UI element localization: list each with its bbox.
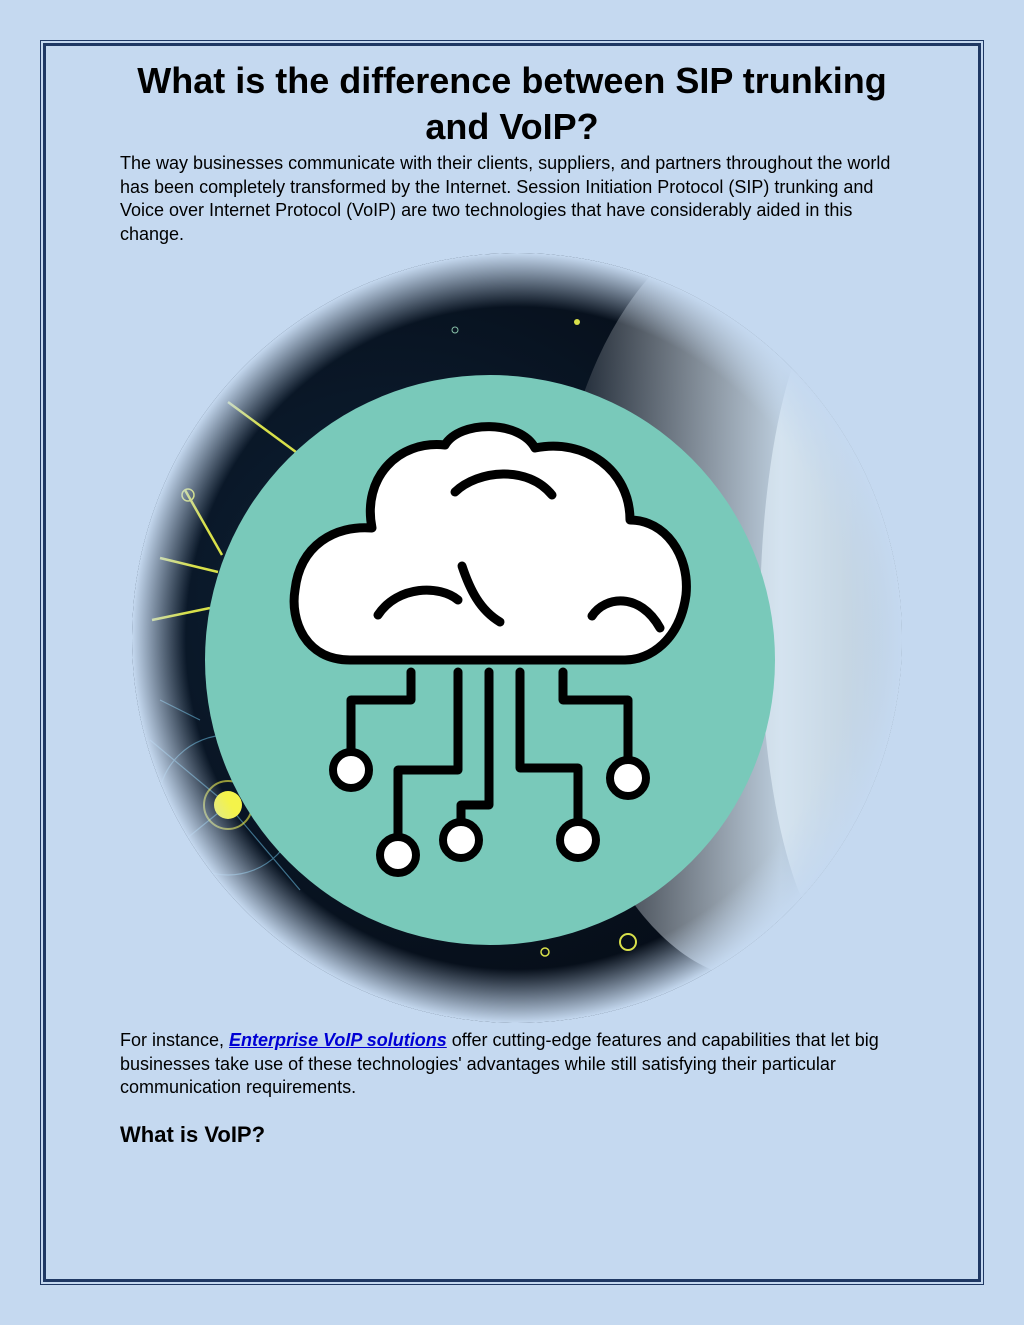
intro-paragraph: The way businesses communicate with their clients, suppliers, and partners throughout the world has been completely transformed by the Internet. Session Initiation Protocol (SIP) trunking and Voice over Internet Protocol (VoIP) are two technologies that have considerably aided in this change. <box>120 153 891 244</box>
enterprise-paragraph: For instance, Enterprise VoIP solutions offer cutting-edge features and capabilities that let big businesses take use of these technologies' advantages while still satisfying their particular communication requirements. <box>120 1030 879 1097</box>
page-title: What is the difference between SIP trunking and VoIP? <box>137 60 887 147</box>
section-heading-voip: What is VoIP? <box>120 1122 266 1147</box>
enterprise-voip-link[interactable]: Enterprise VoIP solutions <box>229 1030 447 1050</box>
